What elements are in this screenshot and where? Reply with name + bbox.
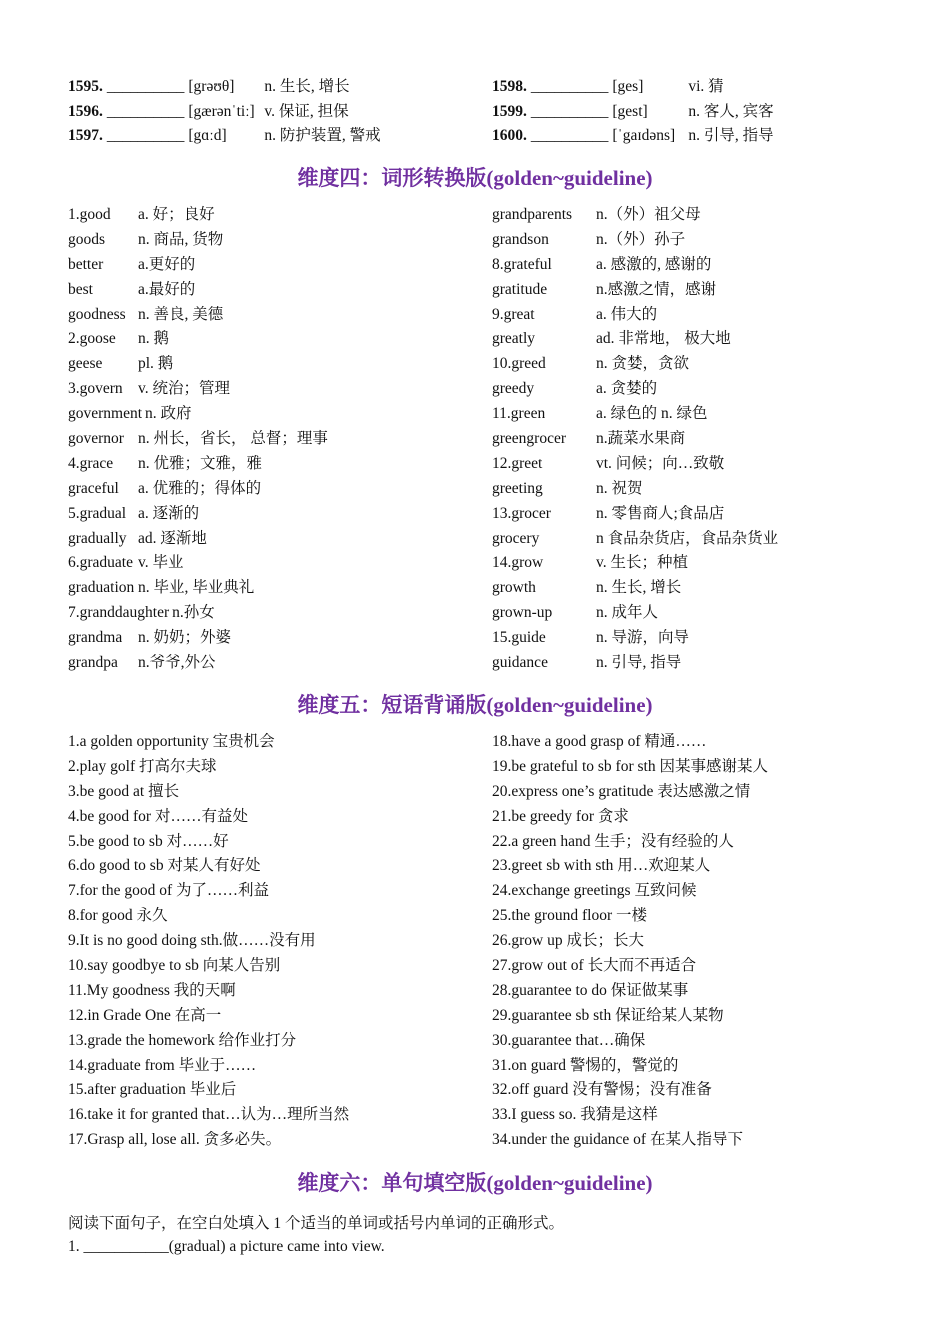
phrase-item: 34.under the guidance of 在某人指导下 (492, 1131, 743, 1149)
phrase-item: 4.be good for 对……有益处 (68, 807, 248, 825)
word-form-row (492, 203, 778, 228)
vocab-meaning: n. 引导, 指导 (688, 127, 774, 145)
section5-left-column (68, 730, 349, 1153)
word-form-row (492, 452, 778, 477)
vocab-blank: __________ (106, 127, 185, 145)
section5-right-column (492, 730, 768, 1153)
word-form-word: goods (68, 230, 106, 248)
phrase-item: 9.It is no good doing sth.做……没有用 (68, 932, 316, 950)
phrase-item: 18.have a good grasp of 精通…… (492, 733, 707, 750)
phrase-item: 22.a green hand 生手；没有经验的人 (492, 832, 734, 850)
vocab-meaning: vi. 猜 (688, 78, 724, 95)
vocab-row (68, 75, 381, 100)
word-form-word: 2.goose (68, 330, 116, 348)
word-form-word: 14.grow (492, 554, 544, 572)
vocab-blank: __________ (530, 102, 609, 120)
word-form-word: grocery (492, 529, 540, 547)
word-form-meaning: a.更好的 (138, 255, 196, 273)
word-form-meaning: n. 零售商人;食品店 (596, 504, 725, 522)
vocab-row (492, 100, 774, 125)
word-form-word: 4.grace (68, 454, 114, 472)
phrase-item: 8.for good 永久 (68, 907, 168, 925)
word-form-row (492, 427, 778, 452)
section6-instruction: 阅读下面句子，在空白处填入 1 个适当的单词或括号内单词的正确形式。 (68, 1215, 565, 1232)
word-form-meaning: n. 商品, 货物 (138, 230, 224, 248)
word-form-row (68, 377, 328, 402)
word-form-word: 8.grateful (492, 255, 552, 273)
word-form-row (492, 626, 778, 651)
word-form-meaning: n. 引导, 指导 (596, 654, 682, 672)
word-form-row (492, 377, 778, 402)
word-form-meaning: n. 州长，省长， 总督；理事 (138, 430, 328, 448)
word-form-word: 5.gradual (68, 504, 127, 522)
phrase-item: 30.guarantee that…确保 (492, 1031, 646, 1049)
phrase-item: 16.take it for granted that…认为…理所当然 (68, 1106, 350, 1124)
vocab-phonetic: [gest] (612, 102, 648, 120)
word-form-word: greatly (492, 330, 536, 348)
word-form-meaning: n.爷爷,外公 (138, 654, 216, 672)
phrase-item: 26.grow up 成长；长大 (492, 932, 644, 950)
word-form-word: governor (68, 430, 124, 448)
vocab-number: 1600. (492, 127, 527, 145)
word-form-row (492, 477, 778, 502)
phrase-item: 31.on guard 警惕的，警觉的 (492, 1056, 679, 1074)
phrase-item: 29.guarantee sb sth 保证给某人某物 (492, 1006, 724, 1024)
vocab-blank: __________ (530, 78, 609, 95)
vocab-number: 1595. (68, 78, 103, 95)
word-form-word: grandson (492, 230, 549, 248)
word-form-row (492, 228, 778, 253)
word-form-word: grandparents (492, 206, 573, 223)
word-form-row (68, 551, 328, 576)
phrase-item: 10.say goodbye to sb 向某人告别 (68, 957, 281, 975)
word-form-meaning: a. 逐渐的 (138, 504, 200, 522)
vocab-left-column (68, 75, 381, 149)
word-form-word: 13.grocer (492, 504, 551, 522)
vocab-blank: __________ (530, 127, 609, 145)
phrase-item: 15.after graduation 毕业后 (68, 1081, 237, 1099)
word-form-word: graceful (68, 479, 119, 497)
vocab-row (492, 75, 774, 100)
word-form-meaning: n.（外）祖父母 (596, 206, 701, 223)
word-form-word: 7.granddaughter (68, 604, 170, 622)
word-form-word: greengrocer (492, 430, 567, 448)
phrase-item: 6.do good to sb 对某人有好处 (68, 857, 261, 875)
phrase-item: 33.I guess so. 我猜是这样 (492, 1106, 658, 1124)
word-form-meaning: n.蔬菜水果商 (596, 430, 686, 448)
word-form-word: graduation (68, 579, 135, 597)
vocab-meaning: n. 客人, 宾客 (688, 102, 774, 120)
word-form-row (492, 327, 778, 352)
word-form-word: 10.greed (492, 355, 546, 373)
vocab-meaning: n. 生长, 增长 (264, 78, 350, 95)
word-form-meaning: n. 毕业, 毕业典礼 (138, 579, 255, 597)
word-form-word: grandpa (68, 654, 118, 672)
phrase-item: 14.graduate from 毕业于…… (68, 1056, 257, 1074)
word-form-meaning: n. 奶奶；外婆 (138, 629, 232, 647)
vocab-row (68, 124, 381, 149)
word-form-row (492, 303, 778, 328)
word-form-row (492, 651, 778, 676)
word-form-row (68, 303, 328, 328)
word-form-row (68, 278, 328, 303)
phrase-item: 20.express one’s gratitude 表达感激之情 (492, 782, 751, 800)
word-form-meaning: n. 生长, 增长 (596, 579, 682, 597)
word-form-row (68, 601, 328, 626)
word-form-meaning: vt. 问候；向…致敬 (596, 454, 725, 472)
word-form-meaning: a. 贪婪的 (596, 380, 658, 398)
word-form-row (492, 402, 778, 427)
word-form-word: 15.guide (492, 629, 546, 647)
word-form-meaning: n. 优雅；文雅，雅 (138, 454, 263, 472)
vocab-phonetic: [ˈgaɪdəns] (612, 127, 676, 145)
word-form-row (492, 502, 778, 527)
word-form-word: grown-up (492, 604, 553, 622)
word-form-word: guidance (492, 654, 548, 672)
word-form-row (68, 228, 328, 253)
word-form-meaning: n 食品杂货店，食品杂货业 (596, 529, 779, 547)
word-form-word: goodness (68, 305, 126, 323)
word-form-word: growth (492, 579, 536, 597)
word-form-meaning: a. 伟大的 (596, 305, 658, 323)
word-form-row (68, 402, 328, 427)
word-form-meaning: n. 政府 (145, 405, 192, 423)
word-form-word: greedy (492, 380, 535, 398)
word-form-row (68, 626, 328, 651)
word-form-meaning: ad. 非常地， 极大地 (596, 330, 731, 348)
word-form-row (68, 477, 328, 502)
phrase-item: 25.the ground floor 一楼 (492, 907, 647, 925)
word-form-row (492, 278, 778, 303)
word-form-row (68, 203, 328, 228)
word-form-word: grandma (68, 629, 123, 647)
phrase-item: 5.be good to sb 对……好 (68, 832, 229, 850)
word-form-word: government (68, 405, 143, 423)
word-form-word: 6.graduate (68, 554, 133, 572)
section6-question-1: 1. ___________(gradual) a picture came into view. (68, 1238, 385, 1255)
word-form-word: 3.govern (68, 380, 123, 398)
vocab-number: 1597. (68, 127, 103, 145)
word-form-meaning: a. 优雅的；得体的 (138, 479, 262, 497)
word-form-row (492, 601, 778, 626)
phrase-item: 13.grade the homework 给作业打分 (68, 1031, 297, 1049)
phrase-item: 23.greet sb with sth 用…欢迎某人 (492, 857, 711, 875)
vocab-phonetic: [gɑːd] (188, 127, 227, 145)
vocab-row (68, 100, 381, 125)
vocab-phonetic: [gærənˈtiː] (188, 102, 255, 120)
word-form-row (68, 502, 328, 527)
phrase-item: 28.guarantee to do 保证做某事 (492, 981, 689, 999)
phrase-item: 24.exchange greetings 互致问候 (492, 882, 697, 900)
word-form-word: gratitude (492, 280, 548, 298)
vocab-meaning: v. 保证, 担保 (264, 102, 349, 120)
phrase-item: 12.in Grade One 在高一 (68, 1006, 222, 1024)
word-form-meaning: ad. 逐渐地 (138, 529, 207, 547)
vocab-blank: __________ (106, 102, 185, 120)
vocab-row (492, 124, 774, 149)
word-form-meaning: a. 绿色的 n. 绿色 (596, 405, 708, 423)
section4-left-column (68, 203, 328, 676)
word-form-word: best (68, 280, 93, 298)
word-form-row (68, 452, 328, 477)
word-form-meaning: v. 生长；种植 (596, 554, 688, 572)
vocab-number: 1598. (492, 78, 527, 95)
word-form-meaning: n.感激之情，感谢 (596, 280, 717, 298)
phrase-item: 17.Grasp all, lose all. 贪多必失。 (68, 1131, 282, 1149)
word-form-meaning: n. 鹅 (138, 330, 170, 348)
word-form-row (492, 527, 778, 552)
word-form-meaning: a. 好；良好 (138, 206, 215, 223)
word-form-row (492, 253, 778, 278)
section4-right-column (492, 203, 778, 676)
phrase-item: 3.be good at 擅长 (68, 782, 180, 800)
word-form-row (492, 551, 778, 576)
phrase-item: 7.for the good of 为了……利益 (68, 882, 270, 900)
word-form-row (492, 352, 778, 377)
phrase-item: 1.a golden opportunity 宝贵机会 (68, 733, 275, 750)
phrase-item: 11.My goodness 我的天啊 (68, 981, 236, 999)
word-form-meaning: n. 贪婪，贪欲 (596, 355, 690, 373)
vocab-phonetic: [grəʊθ] (188, 78, 235, 95)
word-form-meaning: n.（外）孙子 (596, 230, 686, 248)
phrase-item: 2.play golf 打高尔夫球 (68, 757, 217, 775)
word-form-row (68, 327, 328, 352)
word-form-row (68, 576, 328, 601)
word-form-meaning: n. 成年人 (596, 604, 659, 622)
word-form-word: better (68, 255, 104, 273)
vocab-phonetic: [ges] (612, 78, 644, 95)
phrase-item: 27.grow out of 长大而不再适合 (492, 957, 697, 975)
word-form-word: 9.great (492, 305, 535, 323)
vocab-blank: __________ (106, 78, 185, 95)
word-form-word: geese (68, 355, 103, 373)
phrase-item: 32.off guard 没有警惕；没有准备 (492, 1081, 712, 1099)
word-form-meaning: v. 统治；管理 (138, 380, 230, 398)
word-form-word: 12.greet (492, 454, 543, 472)
word-form-row (492, 576, 778, 601)
word-form-row (68, 527, 328, 552)
word-form-row (68, 651, 328, 676)
word-form-word: 1.good (68, 206, 111, 223)
word-form-row (68, 352, 328, 377)
word-form-word: gradually (68, 529, 127, 547)
word-form-meaning: n. 善良, 美德 (138, 305, 224, 323)
section6-title: 维度六：单句填空版(golden~guideline) (297, 1171, 653, 1195)
word-form-row (68, 427, 328, 452)
word-form-meaning: n.孙女 (172, 604, 215, 622)
phrase-item: 19.be grateful to sb for sth 因某事感谢某人 (492, 757, 768, 775)
word-form-meaning: n. 导游，向导 (596, 629, 690, 647)
section4-title: 维度四：词形转换版(golden~guideline) (297, 166, 653, 190)
vocab-number: 1599. (492, 102, 527, 120)
word-form-meaning: pl. 鹅 (138, 355, 174, 373)
vocab-number: 1596. (68, 102, 103, 120)
word-form-meaning: a.最好的 (138, 280, 196, 298)
word-form-word: 11.green (492, 405, 546, 423)
word-form-meaning: n. 祝贺 (596, 479, 643, 497)
word-form-meaning: a. 感激的, 感谢的 (596, 255, 712, 273)
word-form-meaning: v. 毕业 (138, 554, 184, 572)
section5-title: 维度五：短语背诵版(golden~guideline) (297, 693, 653, 717)
word-form-word: greeting (492, 479, 543, 497)
phrase-item: 21.be greedy for 贪求 (492, 807, 629, 825)
vocab-right-column (492, 75, 774, 149)
vocab-meaning: n. 防护装置, 警戒 (264, 127, 381, 145)
word-form-row (68, 253, 328, 278)
